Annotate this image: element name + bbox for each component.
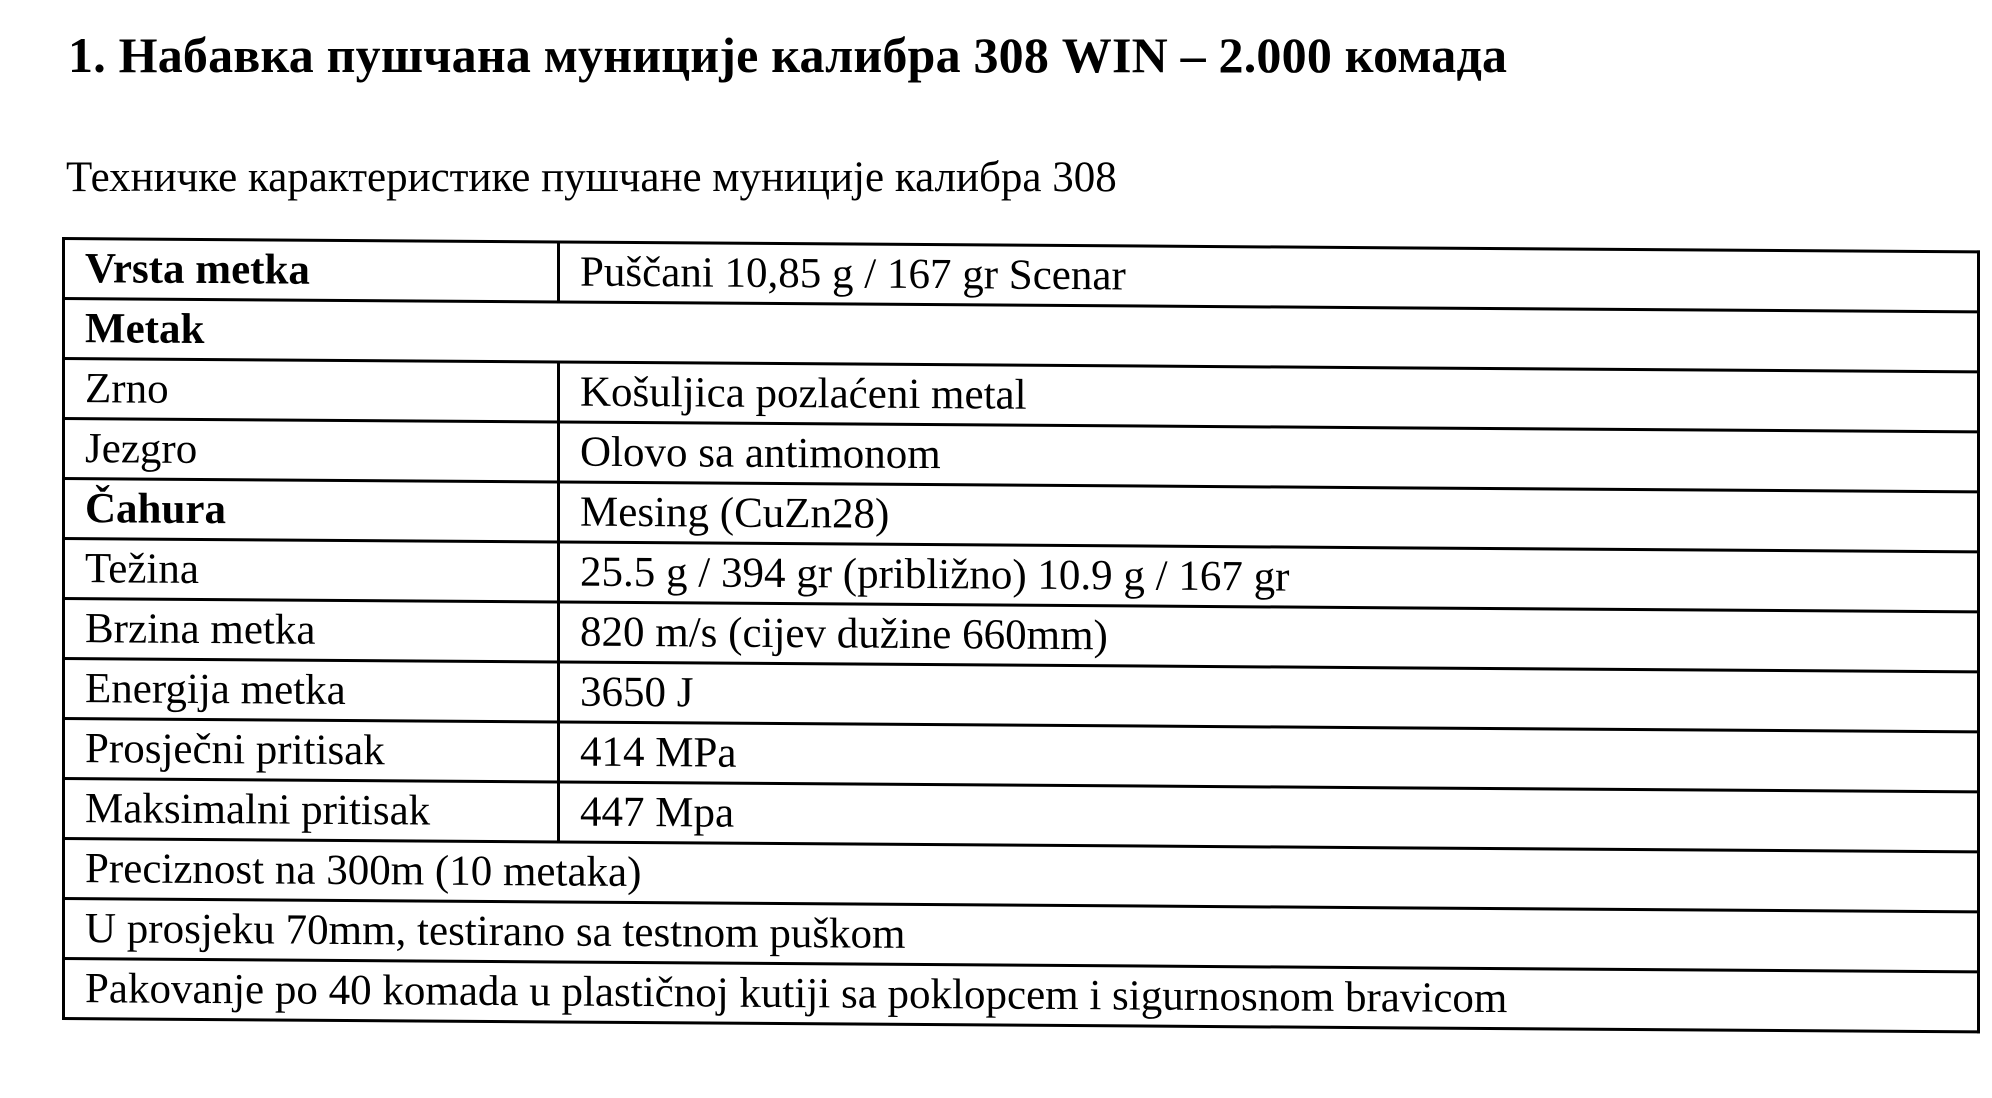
full-width-row: U prosjeku 70mm, testirano sa testnom puškom	[64, 899, 1979, 972]
spec-value: Mesing (CuZn28)	[559, 482, 1979, 552]
specifications-table	[62, 237, 1980, 1033]
spec-value: 3650 J	[559, 662, 1979, 732]
spec-value: 820 m/s (cijev dužine 660mm)	[559, 602, 1979, 672]
spec-value: 447 Mpa	[559, 782, 1979, 852]
spec-label: Težina	[64, 539, 559, 602]
spec-label: Prosječni pritisak	[64, 719, 559, 782]
spec-value: 25.5 g / 394 gr (približno) 10.9 g / 167 gr	[559, 542, 1979, 612]
full-width-row: Pakovanje po 40 komada u plastičnoj kutiji sa poklopcem i sigurnosnom bravicom	[64, 959, 1979, 1032]
spec-value: Košuljica pozlaćeni metal	[559, 362, 1979, 432]
spec-label: Vrsta metka	[64, 239, 559, 302]
spec-label: Energija metka	[64, 659, 559, 722]
spec-label: Čahura	[64, 479, 559, 542]
spec-label: Brzina metka	[64, 599, 559, 662]
spec-value: Olovo sa antimonom	[559, 422, 1979, 492]
document-subheading: Техничке карактеристике пушчане муниције калибра 308	[66, 154, 1117, 201]
spec-value: Puščani 10,85 g / 167 gr Scenar	[559, 242, 1979, 312]
section-label: Metak	[64, 299, 1979, 372]
document-heading: 1. Набавка пушчана муниције калибра 308 WIN – 2.000 комада	[68, 27, 1508, 83]
spec-label: Maksimalni pritisak	[64, 779, 559, 842]
spec-label: Zrno	[64, 359, 559, 422]
spec-label: Jezgro	[64, 419, 559, 482]
spec-value: 414 MPa	[559, 722, 1979, 792]
table-row	[64, 959, 1979, 1032]
full-width-row: Preciznost na 300m (10 metaka)	[64, 839, 1979, 912]
